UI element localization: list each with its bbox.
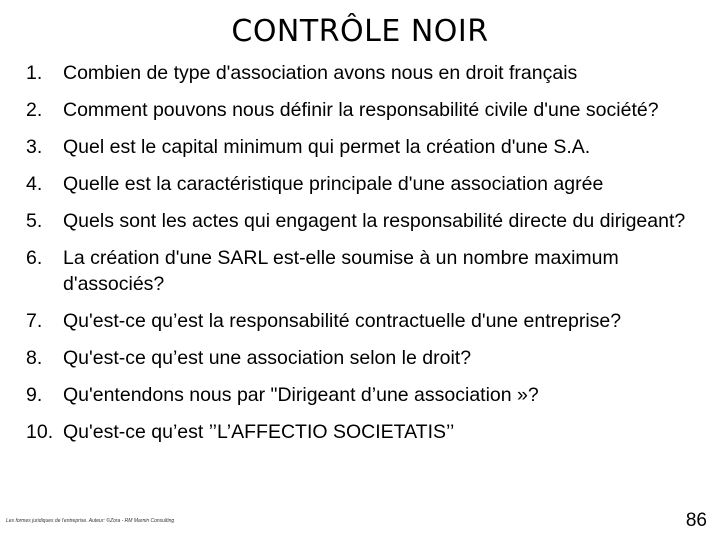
question-text: Qu'est-ce qu’est une association selon le droit? [63, 347, 472, 369]
question-number: 9. [26, 384, 43, 406]
footer-credit: Les formes juridiques de l'entreprise. Auteur: ©Zora - RM Marnin Consulting [6, 518, 175, 524]
question-item [26, 171, 706, 197]
question-item [26, 419, 706, 445]
question-number: 5. [26, 210, 43, 232]
question-number: 3. [26, 136, 43, 158]
question-item [26, 97, 706, 123]
question-text: Qu'entendons nous par "Dirigeant d’une association »? [63, 384, 539, 406]
question-number: 8. [26, 347, 43, 369]
question-item [26, 308, 706, 334]
question-text: La création d'une SARL est-elle soumise à un nombre maximum d'associés? [63, 247, 619, 295]
question-item [26, 208, 706, 234]
question-item [26, 245, 706, 297]
question-list [26, 60, 706, 445]
slide-title: CONTRÔLE NOIR [231, 14, 489, 49]
question-text: Combien de type d'association avons nous en droit français [63, 62, 578, 84]
question-item [26, 60, 706, 86]
page-number: 86 [685, 510, 707, 531]
question-text: Comment pouvons nous définir la responsabilité civile d'une société? [63, 99, 659, 121]
question-number: 7. [26, 310, 43, 332]
question-number: 10. [26, 421, 54, 443]
question-number: 4. [26, 173, 43, 195]
question-item [26, 134, 706, 160]
question-text: Quel est le capital minimum qui permet la création d'une S.A. [63, 136, 591, 158]
question-number: 6. [26, 247, 43, 269]
question-text: Quels sont les actes qui engagent la responsabilité directe du dirigeant? [63, 210, 686, 232]
question-text: Quelle est la caractéristique principale d'une association agrée [63, 173, 604, 195]
question-number: 1. [26, 62, 43, 84]
question-text: Qu'est-ce qu’est ’’L’AFFECTIO SOCIETATIS’’ [63, 421, 455, 443]
question-item [26, 345, 706, 371]
question-number: 2. [26, 99, 43, 121]
question-text: Qu'est-ce qu’est la responsabilité contractuelle d'une entreprise? [63, 310, 622, 332]
question-item [26, 382, 706, 408]
